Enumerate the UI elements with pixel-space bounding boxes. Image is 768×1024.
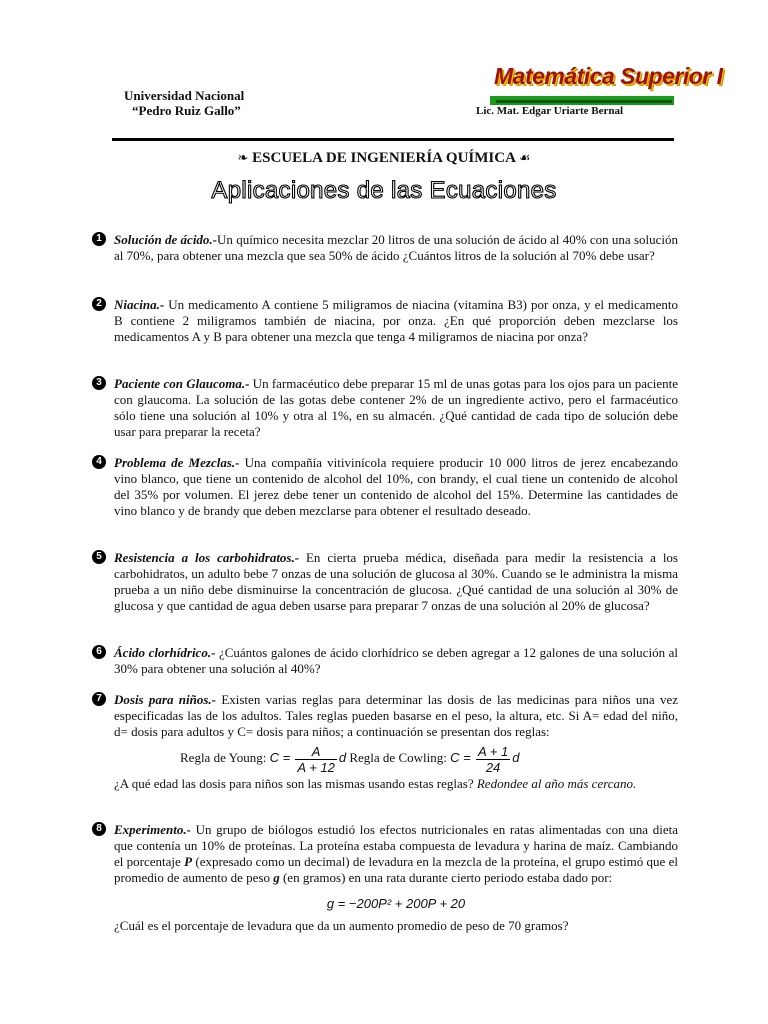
problem-title: Experimento.- [114,822,191,837]
problem-text-part2: (expresado como un decimal) de levadura en la mezcla de la proteína, el grupo estimó que el promedio de aumento de peso [114,854,678,885]
problem-text: Un farmacéutico debe preparar 15 ml de unas gotas para los ojos para un paciente con glaucoma. La solución de las gotas debe contener 2% de un ingrediente activo, pero el farmacéutico sólo tiene una solución al 10% y otra al 1%, en su almacén. ¿Qué cantidad de cada tipo de solución debe usar para preparar la receta? [114,376,678,439]
school-title [0,150,768,167]
logo-text: Matemática Superior I [494,63,723,89]
cowling-fraction [476,744,510,775]
problem-title: Solución de ácido.- [114,232,218,247]
university-name [124,88,244,118]
young-rhs: d [338,750,347,765]
cowling-numerator: A + 1 [477,743,509,759]
weight-gain-equation: g = −200P² + 200P + 20 [326,896,466,911]
problem-title: Problema de Mezclas.- [114,455,240,470]
problem-number-badge: 7 [92,692,106,706]
problem-number-badge: 6 [92,645,106,659]
problem-title: Dosis para niños.- [114,692,217,707]
problem-text-part3: (en gramos) en una rata durante cierto periodo estaba dado por: [279,870,613,885]
problem-title: Ácido clorhídrico.- [114,645,216,660]
course-logo [490,63,723,105]
page-subtitle: Aplicaciones de las Ecuaciones [211,177,557,204]
variable-p: P [184,854,193,869]
problem-text: Un químico necesita mezclar 20 litros de una solución de ácido al 40% con una solución al 70%, para obtener una mezcla que sea 50% de ácido ¿Cuántos litros de la solución al 70% debe usar? [114,232,678,263]
problem-number-badge: 8 [92,822,106,836]
young-denominator: A + 12 [297,759,335,775]
ornament-left-icon: ❧ [237,151,249,166]
cowling-rule-label: Regla de Cowling: [349,750,447,765]
variable-g: g [273,870,280,885]
cowling-rhs: d [512,750,520,765]
young-numerator: A [295,744,336,760]
logo-band-shadow [496,100,672,103]
problem-2 [92,297,678,345]
problem-number-badge: 1 [92,232,106,246]
problem-1 [92,232,678,264]
problem-number-badge: 3 [92,376,106,390]
cowling-denominator: 24 [485,759,501,775]
problem-title: Niacina.- [114,297,165,312]
problem-title: Resistencia a los carbohidratos.- [114,550,300,565]
header-divider [112,138,674,141]
dosage-formulas [180,740,678,776]
problem-5 [92,550,678,614]
ornament-right-icon: ☙ [518,151,531,166]
problem-8 [92,822,678,934]
university-line1: Universidad Nacional [124,88,245,103]
problem-number-badge: 4 [92,455,106,469]
young-lhs: C = [269,750,291,765]
university-line2: “Pedro Ruiz Gallo” [132,103,241,118]
problem-4 [92,455,678,519]
problem-text-part1: Un grupo de biólogos estudió los efectos nutricionales en ratas alimentadas con una dieta que contenía un 10% de proteínas. La proteína estaba compuesta de levadura y harina de maíz. Cambiando el porcentaje [114,822,678,869]
problem-question-note: Redondee al año más cercano. [476,776,637,791]
problem-number-badge: 5 [92,550,106,564]
problem-title: Paciente con Glaucoma.- [114,376,250,391]
young-fraction [295,744,336,775]
problem-6 [92,645,678,677]
problem-question: ¿Cuál es el porcentaje de levadura que da un aumento promedio de peso de 70 gramos? [114,918,569,933]
young-rule-label: Regla de Young: [180,750,267,765]
problem-question: ¿A qué edad las dosis para niños son las mismas usando estas reglas? [114,776,477,791]
cowling-lhs: C = [450,750,471,765]
problem-3 [92,376,678,440]
problem-text: Una compañía vitivinícola requiere producir 10 000 litros de jerez encabezando vino blanco, que tiene un contenido de alcohol del 10%, con brandy, el cual tiene un contenido de alcohol del 35% por volumen. El jerez debe tener un contenido de alcohol del 15%. Determine las cantidades de vino blanco y de brandy que deben mezclarse para obtener el resultado deseado. [114,455,679,518]
school-name: ESCUELA DE INGENIERÍA QUÍMICA [252,150,516,166]
problem-text: En cierta prueba médica, diseñada para medir la resistencia a los carbohidratos, un adulto bebe 7 onzas de una solución de glucosa al 30%. Cuando se le administra la misma prueba a un niño debe disminuirse la concentración de glucosa. ¿Qué cantidad de una solución al 30% de glucosa y que cantidad de agua deben usarse para preparar 7 onzas de una solución al 20% de glucosa? [114,550,678,613]
problem-number-badge: 2 [92,297,106,311]
problem-text: Un medicamento A contiene 5 miligramos de niacina (vitamina B3) por onza, y el medicamento B contiene 2 miligramos también de niacina, por onza. ¿En qué proporción deben mezclarse los medicamentos A y B para obtener una mezcla que tenga 4 miligramos de niacina por onza? [114,297,678,344]
problem-7 [92,692,678,792]
author-name: Lic. Mat. Edgar Uriarte Bernal [476,105,624,117]
problem-text: ¿Cuántos galones de ácido clorhídrico se deben agregar a 12 galones de una solución al 30% para obtener una solución al 40%? [114,645,678,676]
problem-text: Existen varias reglas para determinar las dosis de las medicinas para niños una vez especificadas las de los adultos. Tales reglas pueden basarse en el peso, la altura, etc. Si A= edad del niño, d= dosis para adultos y C= dosis para niños; a continuación se presentan dos reglas: [114,692,679,739]
